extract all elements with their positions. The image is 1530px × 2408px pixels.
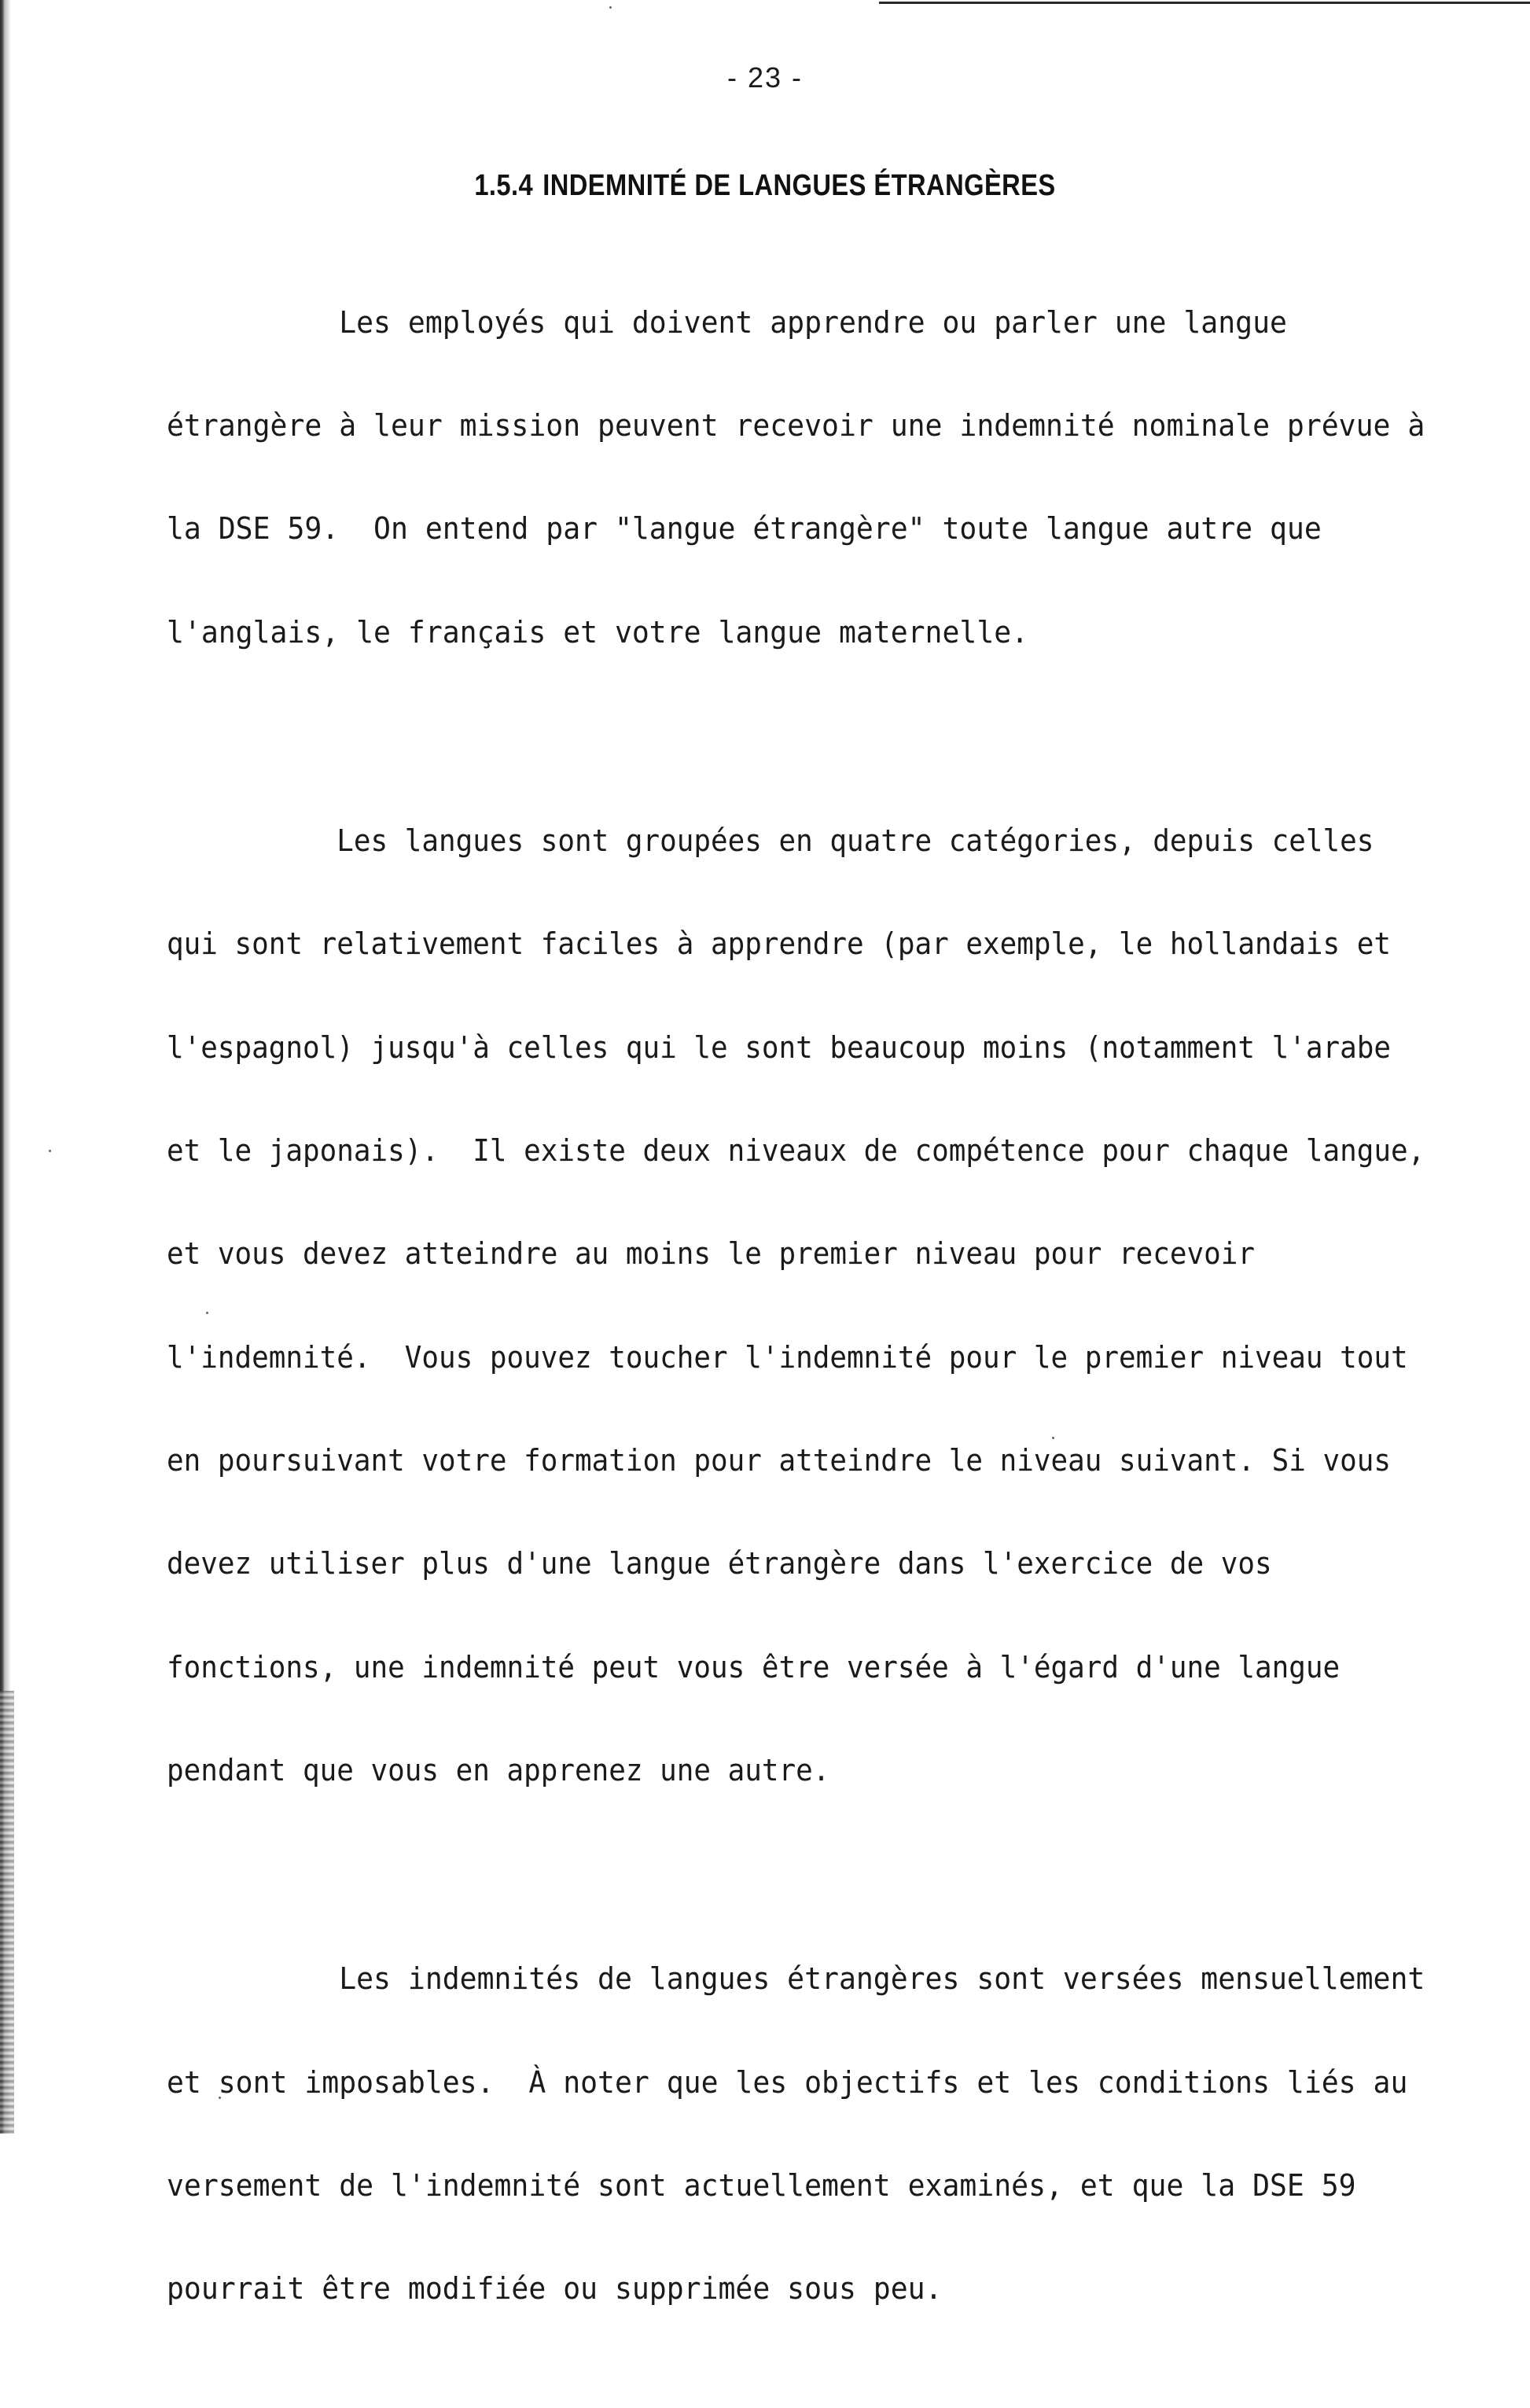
text-line: étrangère à leur mission peuvent recevoir une indemnité nominale prévue à: [167, 408, 1425, 444]
text-line: devez utiliser plus d'une langue étrangère dans l'exercice de vos: [167, 1547, 1272, 1582]
text-line: Les langues sont groupées en quatre catégories, depuis celles: [167, 823, 1374, 859]
text-line: et vous devez atteindre au moins le premier niveau pour recevoir: [167, 1237, 1256, 1272]
text-line: pourrait être modifiée ou supprimée sous peu.: [167, 2272, 943, 2307]
text-line: fonctions, une indemnité peut vous être versée à l'égard d'une langue: [167, 1650, 1341, 1685]
section-number: 1.5.4: [474, 169, 534, 202]
text-line: qui sont relativement faciles à apprendre (par exemple, le hollandais et: [167, 927, 1392, 963]
text-line: versement de l'indemnité sont actuellement examinés, et que la DSE 59: [167, 2169, 1356, 2204]
page-number: - 23 -: [726, 61, 804, 94]
text-line: et le japonais). Il existe deux niveaux de compétence pour chaque langue,: [167, 1133, 1425, 1169]
scan-top-rule: [879, 2, 1530, 4]
text-line: Les indemnités de langues étrangères sont versées mensuellement: [167, 1962, 1425, 1997]
text-line: Les employés qui doivent apprendre ou parler une langue: [167, 305, 1287, 341]
text-line: la DSE 59. On entend par "langue étrangère" toute langue autre que: [167, 512, 1322, 547]
text-line: l'espagnol) jusqu'à celles qui le sont beaucoup moins (notamment l'arabe: [167, 1030, 1392, 1066]
scan-speck: [609, 6, 612, 9]
text-line: l'indemnité. Vous pouvez toucher l'indemnité pour le premier niveau tout: [167, 1340, 1408, 1375]
body-text: [167, 237, 1425, 2408]
scan-left-edge-noise: [0, 1691, 14, 2134]
section-title: INDEMNITÉ DE LANGUES ÉTRANGÈRES: [542, 169, 1056, 202]
scan-speck: [49, 1150, 51, 1152]
paragraph: [167, 237, 1425, 720]
paragraph: [167, 1894, 1425, 2377]
paragraph: [167, 756, 1425, 1858]
text-line: en poursuivant votre formation pour atteindre le niveau suivant. Si vous: [167, 1444, 1392, 1479]
text-line: et sont imposables. À noter que les objectifs et les conditions liés au: [167, 2065, 1408, 2101]
section-heading: [107, 169, 1423, 203]
text-line: pendant que vous en apprenez une autre.: [167, 1754, 830, 1789]
text-line: l'anglais, le français et votre langue maternelle.: [167, 615, 1029, 650]
